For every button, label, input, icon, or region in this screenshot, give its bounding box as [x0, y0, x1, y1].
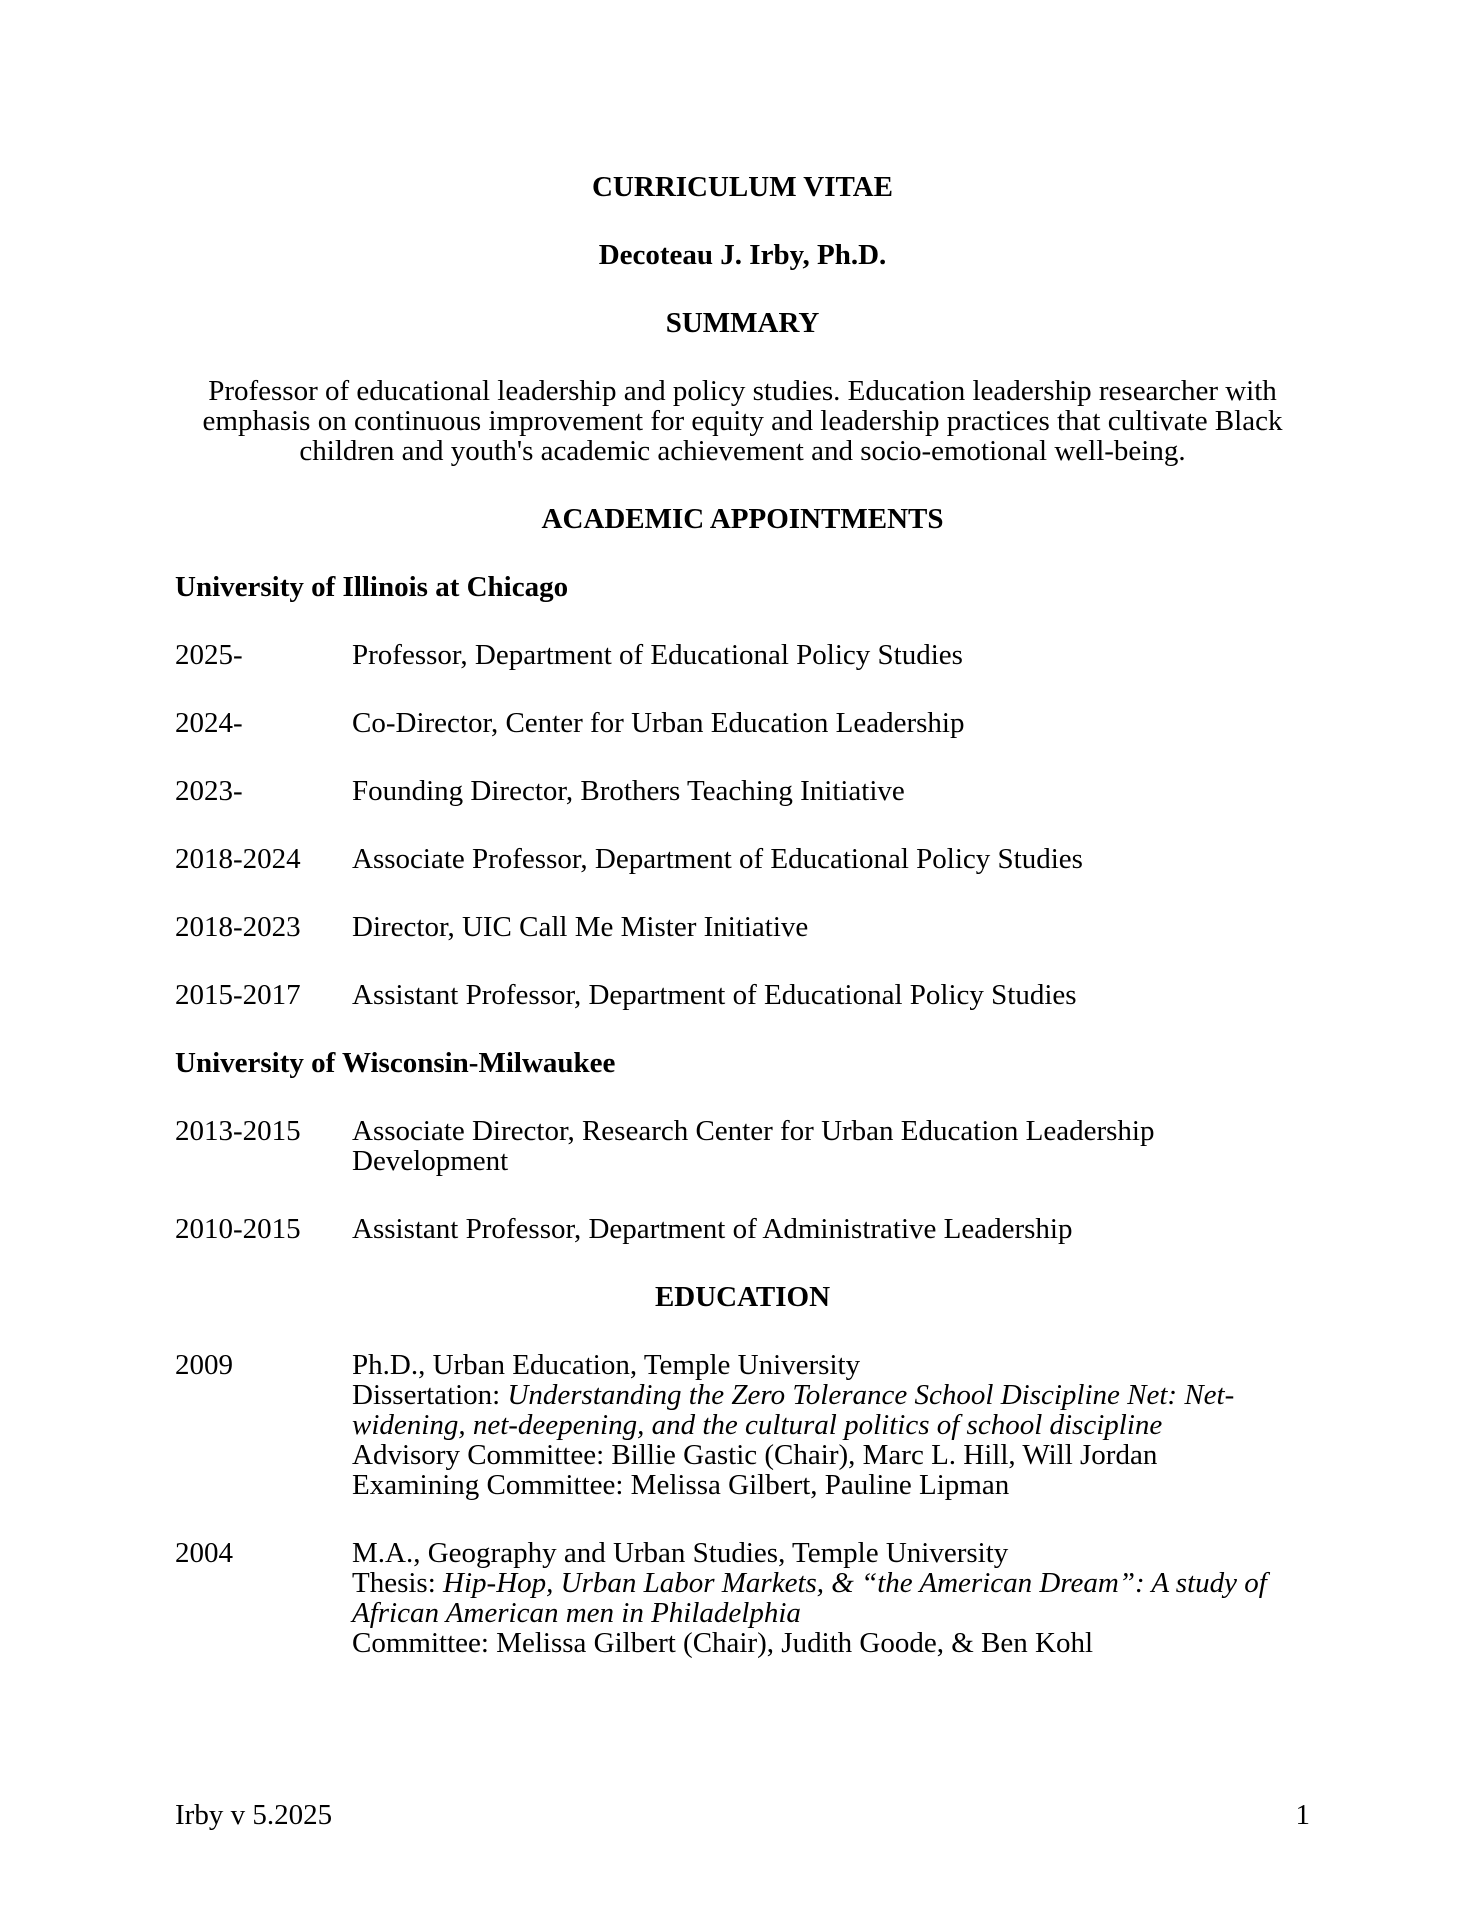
education-text-segment: Thesis: [352, 1567, 444, 1599]
cv-content [175, 172, 1310, 1696]
education-italic-title: Hip-Hop, Urban Labor Markets, & “the American Dream”: A study of African American men in Philadelphia [352, 1567, 1267, 1629]
education-text-segment: Advisory Committee: Billie Gastic (Chair), Marc L. Hill, Will Jordan [352, 1439, 1158, 1471]
appointment-years: 2025- [175, 639, 243, 671]
appointments-heading: ACADEMIC APPOINTMENTS [541, 503, 944, 535]
education-line [352, 1380, 1310, 1440]
footer-version: Irby v 5.2025 [175, 1799, 333, 1831]
appointment-years: 2018-2023 [175, 911, 301, 943]
education-italic-title: Understanding the Zero Tolerance School Discipline Net: Net-widening, net-deepening, and the cultural politics of school discipline [352, 1379, 1235, 1441]
appointment-years: 2018-2024 [175, 843, 301, 875]
appointment-years: 2010-2015 [175, 1213, 301, 1245]
appointment-row [175, 844, 1310, 874]
appointment-title: Associate Director, Research Center for Urban Education Leadership Development [352, 1115, 1155, 1177]
summary-heading: SUMMARY [665, 307, 820, 339]
institution-heading: University of Wisconsin-Milwaukee [175, 1047, 616, 1079]
appointment-row [175, 980, 1310, 1010]
education-entry [175, 1350, 1310, 1500]
appointment-years: 2013-2015 [175, 1115, 301, 1147]
appointment-years: 2023- [175, 775, 243, 807]
education-year: 2009 [175, 1349, 233, 1381]
education-year: 2004 [175, 1537, 233, 1569]
appointment-years: 2024- [175, 707, 243, 739]
education-text-segment: Dissertation: [352, 1379, 508, 1411]
appointment-row [175, 708, 1310, 738]
appointment-title: Founding Director, Brothers Teaching Initiative [352, 775, 905, 807]
appointment-title: Assistant Professor, Department of Administrative Leadership [352, 1213, 1073, 1245]
page-footer [175, 1800, 1310, 1830]
education-line [352, 1538, 1310, 1568]
education-line [352, 1568, 1310, 1628]
summary-text: Professor of educational leadership and policy studies. Education leadership researcher with emphasis on continuous improvement for equity and leadership practices that cultivate Black children and youth's academic achievement and socio-emotional well-being. [202, 375, 1283, 467]
appointment-row [175, 1214, 1310, 1244]
appointment-title: Director, UIC Call Me Mister Initiative [352, 911, 809, 943]
appointment-row [175, 1116, 1310, 1176]
education-line [352, 1350, 1310, 1380]
education-section [175, 1350, 1310, 1658]
education-details [352, 1350, 1310, 1500]
appointment-title: Associate Professor, Department of Educational Policy Studies [352, 843, 1083, 875]
institution-heading: University of Illinois at Chicago [175, 571, 569, 603]
education-text-segment: Examining Committee: Melissa Gilbert, Pauline Lipman [352, 1469, 1010, 1501]
education-entry [175, 1538, 1310, 1658]
author-name: Decoteau J. Irby, Ph.D. [598, 239, 887, 271]
education-text-segment: M.A., Geography and Urban Studies, Temple University [352, 1537, 1009, 1569]
education-line [352, 1470, 1310, 1500]
document-title: CURRICULUM VITAE [591, 171, 894, 203]
education-text-segment: Committee: Melissa Gilbert (Chair), Judith Goode, & Ben Kohl [352, 1627, 1094, 1659]
appointment-row [175, 640, 1310, 670]
appointment-row [175, 776, 1310, 806]
education-line [352, 1628, 1310, 1658]
appointment-years: 2015-2017 [175, 979, 301, 1011]
appointment-title: Professor, Department of Educational Policy Studies [352, 639, 963, 671]
education-text-segment: Ph.D., Urban Education, Temple University [352, 1349, 861, 1381]
education-heading: EDUCATION [654, 1281, 831, 1313]
education-line [352, 1440, 1310, 1470]
appointments-section [175, 572, 1310, 1244]
footer-page-number: 1 [1295, 1799, 1310, 1831]
appointment-title: Co-Director, Center for Urban Education Leadership [352, 707, 965, 739]
appointment-row [175, 912, 1310, 942]
education-details [352, 1538, 1310, 1658]
appointment-title: Assistant Professor, Department of Educational Policy Studies [352, 979, 1077, 1011]
